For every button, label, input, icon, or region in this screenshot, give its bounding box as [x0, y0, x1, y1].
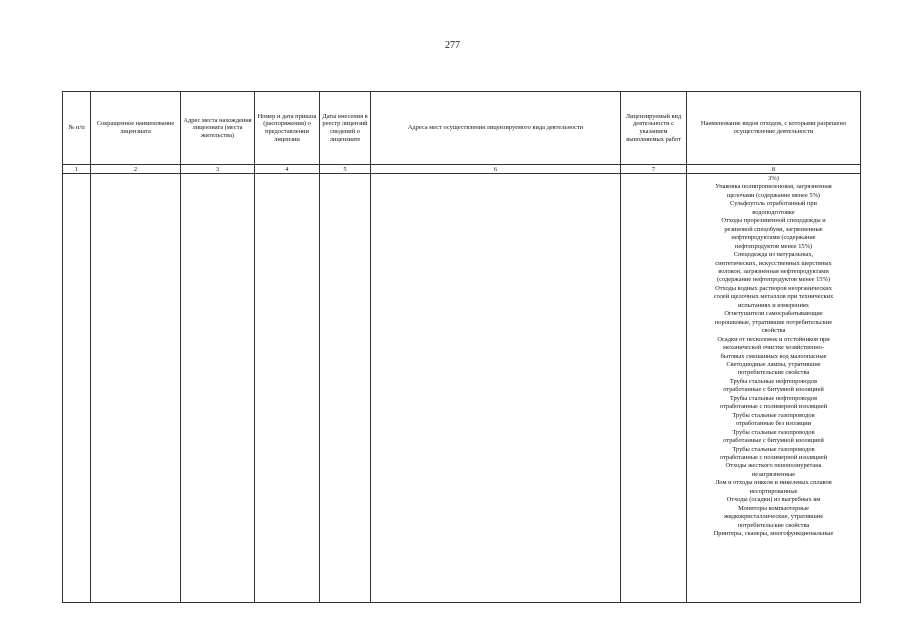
waste-type-line: Лом и отходы никеля и никелевых сплавов: [715, 479, 832, 487]
waste-type-line: резиновой спецобуви, загрязненные: [724, 225, 823, 233]
column-number: 2: [91, 165, 181, 174]
waste-type-line: незагрязненные: [751, 470, 796, 478]
waste-type-line: Отходы (осадки) из выгребных ям: [726, 496, 821, 504]
column-number-row: [63, 165, 861, 174]
waste-type-line: Огнетушители самосрабатывающие: [724, 310, 823, 318]
waste-type-line: Трубы стальные газопроводов: [732, 411, 815, 419]
waste-type-line: Сульфоуголь отработанный при: [730, 200, 817, 208]
waste-type-line: отработанные с битумной изоляцией: [723, 386, 824, 394]
waste-type-line: отработанные с полимерной изоляцией: [719, 403, 828, 411]
header-number: № п/п: [63, 92, 91, 165]
waste-type-line: (содержание нефтепродуктов менее 15%): [717, 276, 830, 284]
waste-type-line: щелочами (содержание менее 5%): [726, 191, 821, 199]
waste-type-line: Отходы жесткого пенополиуретана: [725, 462, 822, 470]
waste-type-line: бытовых смешанных вод малоопасные: [720, 352, 827, 360]
waste-type-line: солей щелочных металлов при технических: [713, 293, 834, 301]
waste-type-line: нефтепродуктов менее 15%): [734, 242, 813, 250]
waste-type-line: потребительские свойства: [737, 369, 810, 377]
waste-type-line: Трубы стальные газопроводов: [732, 428, 815, 436]
column-number: 6: [371, 165, 621, 174]
header-waste-types: Наименование видов отходов, с которыми разрешено осуществление деятельности: [687, 92, 861, 165]
waste-type-line: отработанные без изоляции: [735, 420, 812, 428]
waste-type-line: отработанные с битумной изоляцией: [723, 437, 824, 445]
header-licensed-activity: Лицензируемый вид деятельности с указанием выполняемых работ: [621, 92, 687, 165]
waste-type-line: потребительские свойства: [737, 521, 810, 529]
waste-type-line: водоподготовке: [752, 208, 795, 216]
header-licensee-name: Сокращенное наименование лицензиата: [91, 92, 181, 165]
header-activity-addresses: Адреса мест осуществления лицензируемого вида деятельности: [371, 92, 621, 165]
column-number: 1: [63, 165, 91, 174]
waste-type-line: несортированные: [749, 487, 798, 495]
waste-type-line: отработанные с полимерной изоляцией: [719, 453, 828, 461]
waste-type-line: Трубы стальные нефтепроводов: [729, 377, 818, 385]
header-register-dates: Даты внесения в реестр лицензий сведений о лицензиате: [320, 92, 371, 165]
waste-type-line: Принтеры, сканеры, многофункциональные: [713, 530, 834, 538]
waste-type-line: Спецодежда из натуральных,: [733, 251, 814, 259]
waste-type-line: Отходы прорезиненной спецодежды и: [721, 217, 826, 225]
header-order-number-date: Номер и дата приказа (распоряжения) о предоставлении лицензии: [255, 92, 320, 165]
table-row: [63, 174, 861, 603]
column-number: 8: [687, 165, 861, 174]
waste-type-line: Трубы стальные газопроводов: [732, 445, 815, 453]
waste-type-line: Осадки от песколовок и отстойников при: [717, 335, 830, 343]
waste-type-line: синтетических, искусственных шерстяных: [715, 259, 832, 267]
waste-type-line: механической очистке хозяйственно-: [723, 344, 824, 352]
waste-type-line: Мониторы компьютерные: [738, 504, 809, 512]
waste-type-line: жидкокристаллические, утратившие: [723, 513, 824, 521]
column-number: 7: [621, 165, 687, 174]
waste-type-line: испытаниях и измерениях: [737, 301, 809, 309]
waste-type-line: нефтепродуктами (содержание: [731, 234, 816, 242]
column-number: 5: [320, 165, 371, 174]
column-number: 3: [181, 165, 255, 174]
cell-number: [63, 174, 91, 603]
waste-type-line: 3%): [768, 175, 779, 182]
waste-type-line: порошковые, утратившие потребительские: [714, 318, 833, 326]
cell-activity-addresses: [371, 174, 621, 603]
page-number: 277: [445, 40, 460, 51]
cell-waste-types: [687, 174, 861, 603]
cell-licensed-activity: [621, 174, 687, 603]
table-header-row: [63, 92, 861, 165]
waste-type-line: Упаковка полипропиленовая, загрязненная: [715, 183, 832, 191]
cell-order-number-date: [255, 174, 320, 603]
waste-type-line: Трубы стальные нефтепроводов: [729, 394, 818, 402]
header-licensee-address: Адрес места нахождения лицензиата (места жительства): [181, 92, 255, 165]
waste-types-list: [689, 174, 858, 538]
waste-type-line: Светодиодные лампы, утратившие: [726, 360, 821, 368]
waste-type-line: Отходы водных растворов неорганических: [715, 284, 832, 292]
waste-type-line: волокон, загрязненная нефтепродуктами: [718, 267, 829, 275]
license-register-table: [62, 91, 861, 603]
cell-licensee-name: [91, 174, 181, 603]
waste-type-line: свойства: [761, 327, 786, 335]
column-number: 4: [255, 165, 320, 174]
cell-register-dates: [320, 174, 371, 603]
cell-licensee-address: [181, 174, 255, 603]
